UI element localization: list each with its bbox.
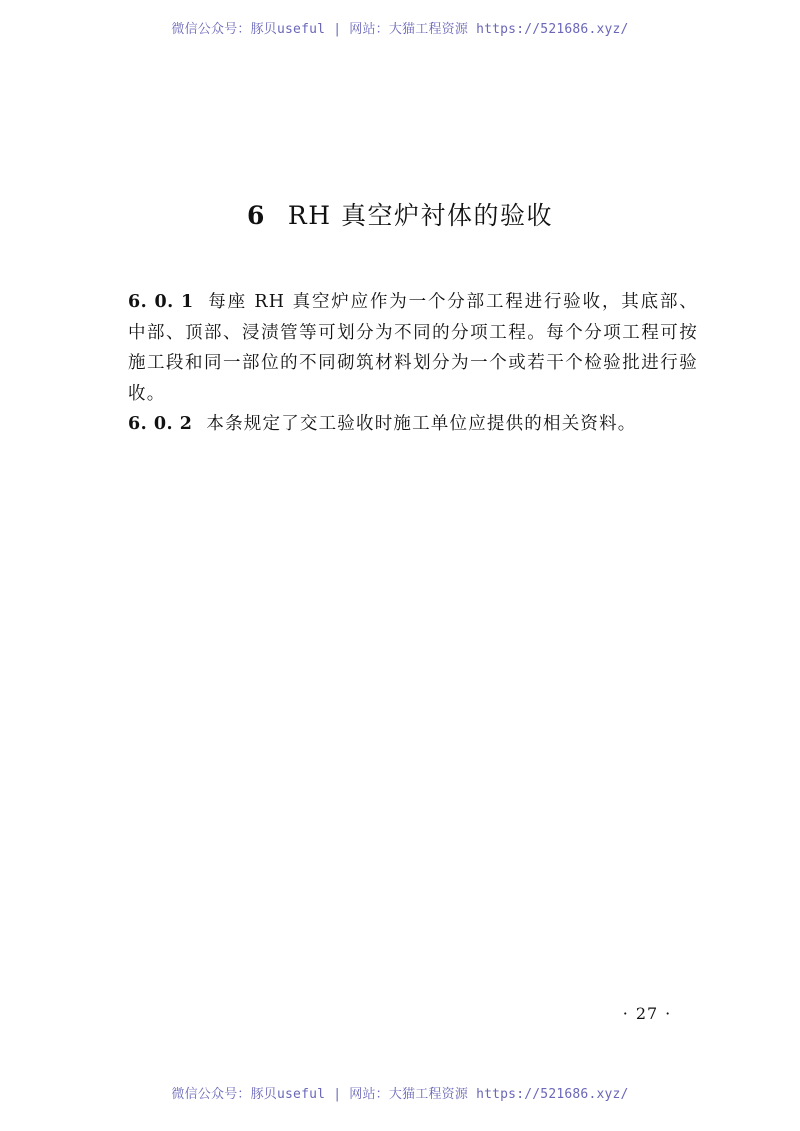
clause-6-0-2 [128,409,698,440]
page-number [612,1004,682,1023]
bullet-dot-left: · [622,1004,629,1023]
clause-text: 每座 RH 真空炉应作为一个分部工程进行验收，其底部、中部、顶部、浸渍管等可划分为不同的分项工程。每个分项工程可按施工段和同一部位的不同砌筑材料划分为一个或若干个检验批进行验收。 [128,292,698,404]
chapter-number: 6 [247,201,266,230]
watermark-top: 微信公众号：豚贝useful | 网站：大猫工程资源 https://521686.xyz/ [171,22,629,37]
clause-number: 6. 0. 2 [128,414,193,434]
clause-text: 本条规定了交工验收时施工单位应提供的相关资料。 [206,414,637,434]
chapter-title: RH 真空炉衬体的验收 [287,201,553,230]
bullet-dot-right: · [665,1004,672,1023]
chapter-heading [0,196,800,232]
watermark-bottom: 微信公众号：豚贝useful | 网站：大猫工程资源 https://521686.xyz/ [171,1087,629,1102]
clause-6-0-1 [128,287,698,409]
clause-number: 6. 0. 1 [128,292,194,312]
page-number-value: 27 [635,1004,659,1023]
